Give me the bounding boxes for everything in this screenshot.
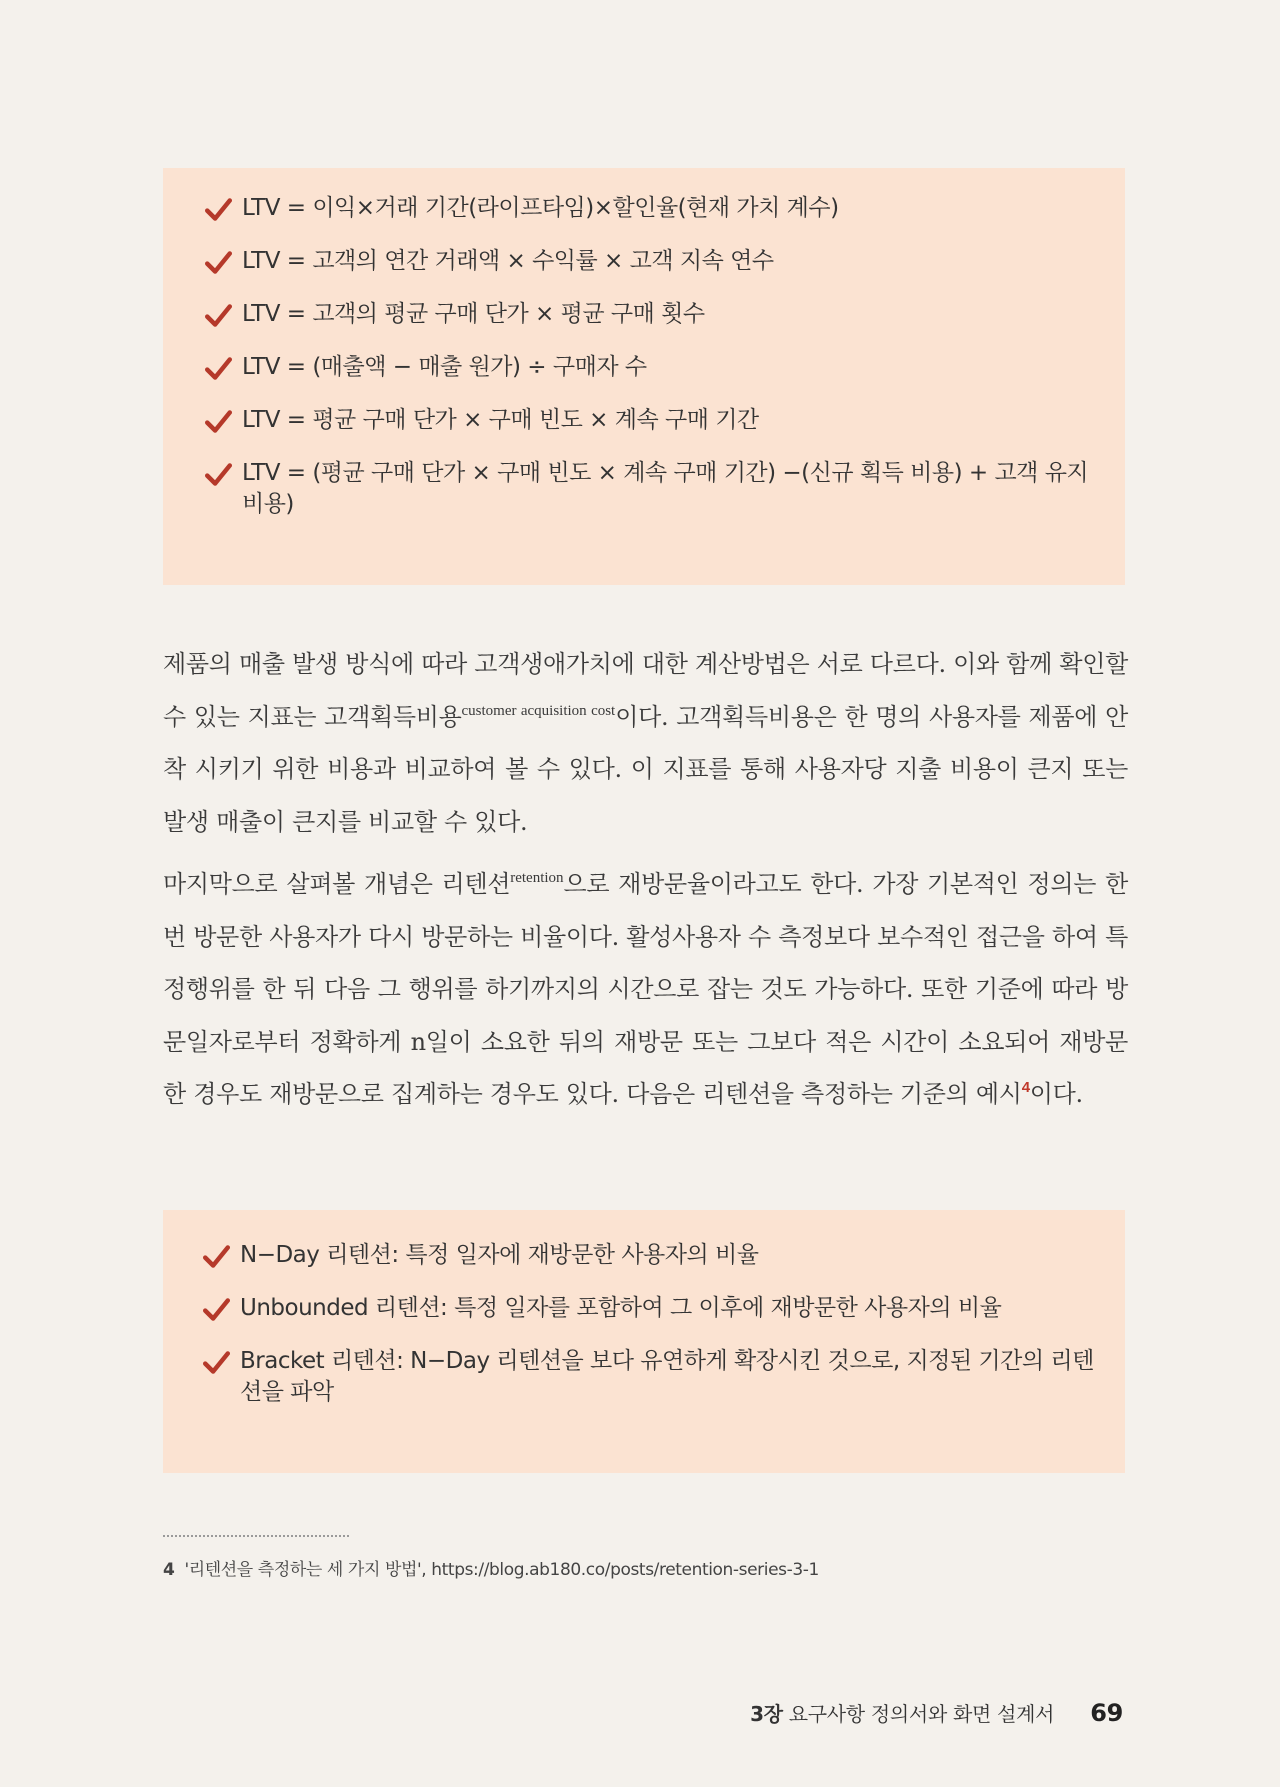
chapter-title: 요구사항 정의서와 화면 설계서 [788,1702,1055,1726]
check-mark-icon [205,461,232,488]
check-mark-icon [205,302,232,329]
check-mark-icon [205,408,232,435]
check-mark-icon [205,196,232,223]
retention-types-box [163,1210,1125,1473]
body-paragraph-retention [163,858,1128,1121]
paragraph-text: 제품의 매출 발생 방식에 따라 고객생애가치에 대한 계산방법은 서로 다르다. 이와 함께 확인할 수 있는 지표는 고객획득비용 [163,650,1128,731]
running-footer [750,1698,1123,1727]
page-number: 69 [1090,1699,1123,1727]
check-mark-icon [205,355,232,382]
retention-item [203,1240,1095,1271]
retention-text: Unbounded 리텐션: 특정 일자를 포함하여 그 이후에 재방문한 사용자의 비율 [240,1295,1002,1321]
english-term: retention [510,870,564,886]
ltv-formula-box [163,168,1125,585]
formula-item [205,193,1095,224]
formula-text: LTV = 평균 구매 단가 × 구매 빈도 × 계속 구매 기간 [242,407,759,433]
formula-text: LTV = 고객의 연간 거래액 × 수익률 × 고객 지속 연수 [242,248,774,274]
check-mark-icon [203,1349,230,1376]
formula-item [205,405,1095,436]
formula-text: LTV = (매출액 − 매출 원가) ÷ 구매자 수 [242,354,647,380]
paragraph-text: 으로 재방문율이라고도 한다. 가장 기본적인 정의는 한 번 방문한 사용자가 다시 방문하는 비율이다. 활성사용자 수 측정보다 보수적인 접근을 하여 특정행위를 한 뒤 다음 그 행위를 하기까지의 시간으로 잡는 것도 가능하다. 또한 기준에 따라 방문일자로부터 정확하게 n일이 소요한 뒤의 재방문 또는 그보다 적은 시간이 소요되어 재방문한 경우도 재방문으로 집계하는 경우도 있다. 다음은 리텐션을 측정하는 기준의 예시 [163,870,1128,1108]
english-term: customer acquisition cost [461,702,616,719]
paragraph-text: 이다. 고객획득비용은 한 명의 사용자를 제품에 안착 시키기 위한 비용과 비교하여 볼 수 있다. 이 지표를 통해 사용자당 지출 비용이 큰지 또는 발생 매출이 큰지를 비교할 수 있다. [163,702,1128,836]
formula-text: LTV = 이익×거래 기간(라이프타임)×할인율(현재 가치 계수) [242,195,839,221]
footnote-text[interactable]: '리텐션을 측정하는 세 가지 방법', https://blog.ab180.co/posts/retention-series-3-1 [184,1560,819,1580]
body-paragraph-cac [163,638,1128,848]
formula-item [205,458,1095,520]
formula-text: LTV = 고객의 평균 구매 단가 × 평균 구매 횟수 [242,301,705,327]
check-mark-icon [203,1243,230,1270]
footnote-number: 4 [163,1560,175,1580]
paragraph-text: 마지막으로 살펴볼 개념은 리텐션 [163,870,511,898]
formula-item [205,352,1095,383]
footnote-divider [163,1535,349,1537]
footnote [163,1555,819,1580]
retention-text: Bracket 리텐션: N−Day 리텐션을 보다 유연하게 확장시킨 것으로, 지정된 기간의 리텐션을 파악 [240,1348,1094,1405]
footnote-reference[interactable]: 4 [1021,1079,1030,1096]
formula-text: LTV = (평균 구매 단가 × 구매 빈도 × 계속 구매 기간) −(신규 획득 비용) + 고객 유지 비용) [242,460,1089,517]
check-mark-icon [205,249,232,276]
check-mark-icon [203,1296,230,1323]
retention-item [203,1346,1095,1408]
chapter-label: 3장 [750,1702,783,1726]
formula-item [205,299,1095,330]
retention-text: N−Day 리텐션: 특정 일자에 재방문한 사용자의 비율 [240,1242,759,1268]
retention-item [203,1293,1095,1324]
formula-item [205,246,1095,277]
paragraph-text: 이다. [1029,1080,1083,1108]
